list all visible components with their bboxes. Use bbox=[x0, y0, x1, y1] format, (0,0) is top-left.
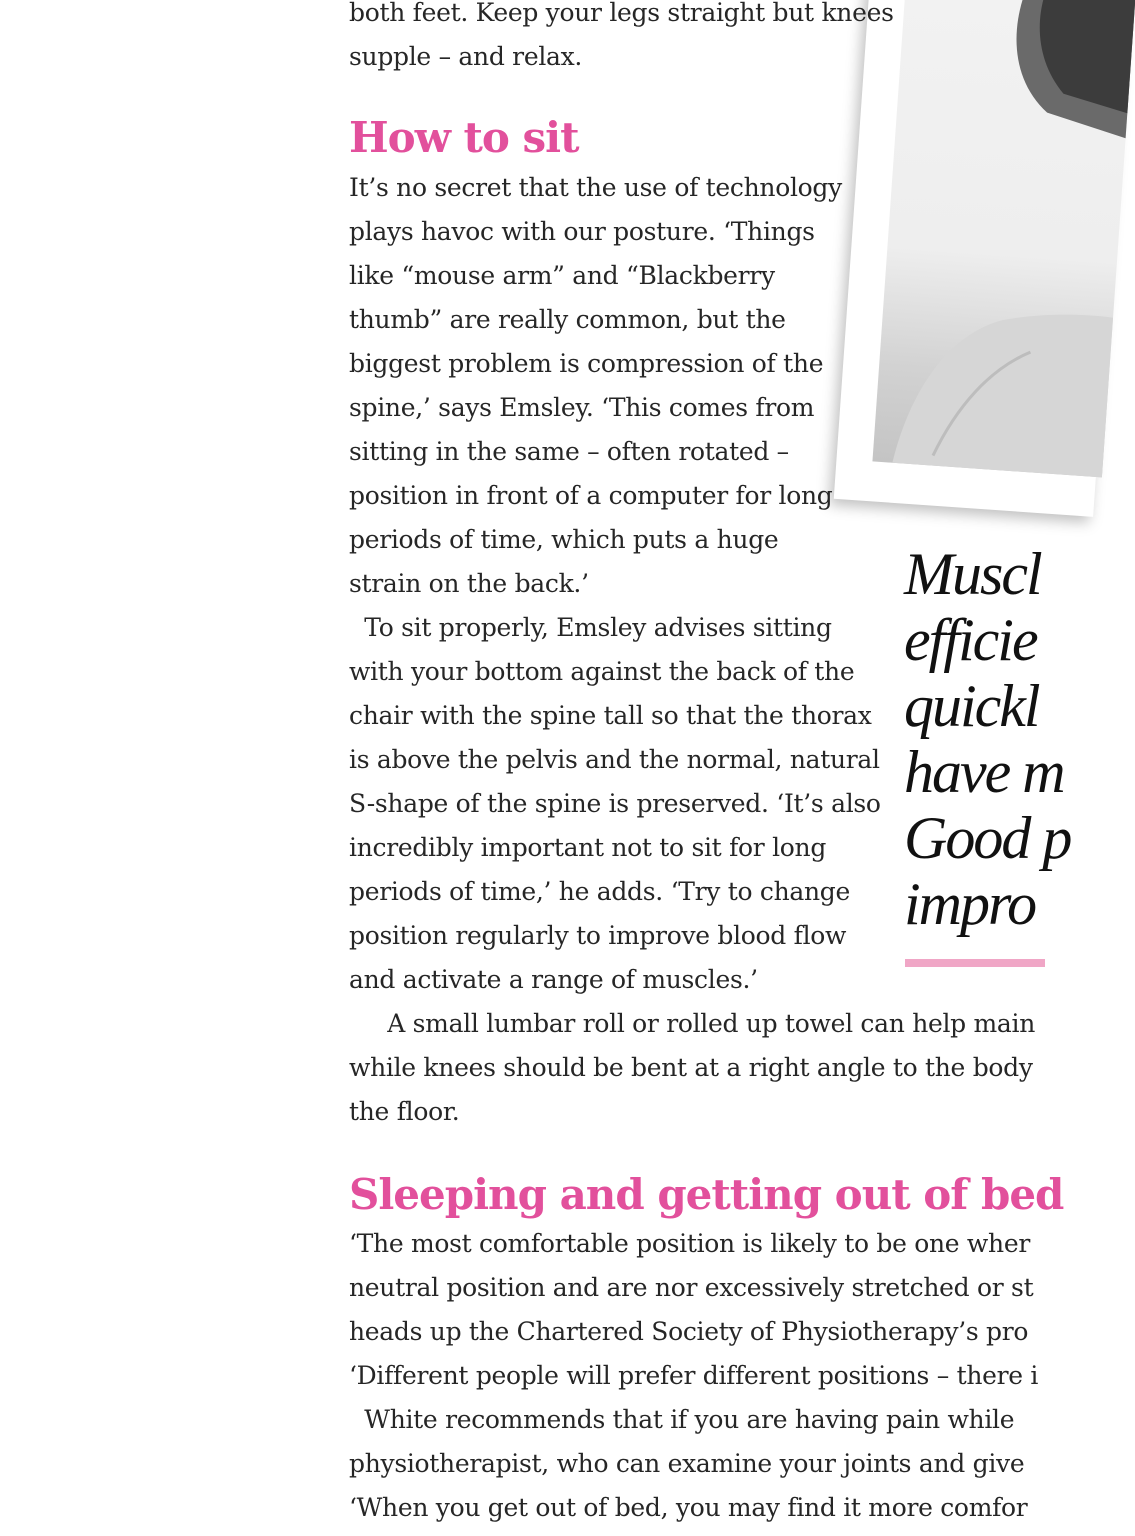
body-line: periods of time, which puts a huge bbox=[349, 525, 779, 554]
pullquote-line: Muscl bbox=[904, 541, 1041, 607]
body-line: is above the pelvis and the normal, natural bbox=[349, 745, 880, 774]
heading-sleeping: Sleeping and getting out of bed bbox=[349, 1170, 1064, 1219]
body-line: and activate a range of muscles.’ bbox=[349, 965, 758, 994]
intro-line: both feet. Keep your legs straight but knees bbox=[349, 0, 894, 27]
pullquote-line: impro bbox=[904, 871, 1036, 937]
heading-how-to-sit: How to sit bbox=[349, 113, 579, 162]
body-line: physiotherapist, who can examine your joints and give bbox=[349, 1449, 1025, 1478]
body-line: A small lumbar roll or rolled up towel can help main bbox=[349, 1009, 1036, 1038]
body-line: position in front of a computer for long bbox=[349, 481, 833, 510]
pullquote-line: have m bbox=[904, 739, 1064, 805]
pullquote-line: quickl bbox=[904, 673, 1039, 739]
body-line: ‘Different people will prefer different positions – there i bbox=[349, 1361, 1039, 1390]
body-line: plays havoc with our posture. ‘Things bbox=[349, 217, 815, 246]
body-line: periods of time,’ he adds. ‘Try to change bbox=[349, 877, 850, 906]
body-line: the floor. bbox=[349, 1097, 460, 1126]
body-line: ‘When you get out of bed, you may find it more comfor bbox=[349, 1493, 1028, 1522]
body-line: White recommends that if you are having pain while bbox=[349, 1405, 1015, 1434]
body-line: strain on the back.’ bbox=[349, 569, 589, 598]
pullquote-rule bbox=[905, 959, 1045, 967]
body-line: spine,’ says Emsley. ‘This comes from bbox=[349, 393, 815, 422]
body-line: with your bottom against the back of the bbox=[349, 657, 855, 686]
body-line: incredibly important not to sit for long bbox=[349, 833, 827, 862]
photo-image bbox=[872, 0, 1135, 477]
pullquote-line: efficie bbox=[904, 607, 1037, 673]
body-line: heads up the Chartered Society of Physiotherapy’s pro bbox=[349, 1317, 1029, 1346]
body-line: It’s no secret that the use of technology bbox=[349, 173, 842, 202]
body-line: ‘The most comfortable position is likely to be one wher bbox=[349, 1229, 1030, 1258]
body-line: chair with the spine tall so that the thorax bbox=[349, 701, 872, 730]
body-line: position regularly to improve blood flow bbox=[349, 921, 847, 950]
portrait-illustration bbox=[872, 0, 1135, 477]
portrait-photo bbox=[834, 0, 1130, 517]
body-line: thumb” are really common, but the bbox=[349, 305, 786, 334]
intro-line: supple – and relax. bbox=[349, 42, 583, 71]
body-line: S-shape of the spine is preserved. ‘It’s also bbox=[349, 789, 881, 818]
body-line: like “mouse arm” and “Blackberry bbox=[349, 261, 775, 290]
body-line: while knees should be bent at a right angle to the body bbox=[349, 1053, 1033, 1082]
pullquote-line: Good p bbox=[904, 805, 1071, 871]
body-line: To sit properly, Emsley advises sitting bbox=[349, 613, 832, 642]
body-line: biggest problem is compression of the bbox=[349, 349, 824, 378]
body-line: neutral position and are nor excessively stretched or st bbox=[349, 1273, 1034, 1302]
body-line: sitting in the same – often rotated – bbox=[349, 437, 789, 466]
